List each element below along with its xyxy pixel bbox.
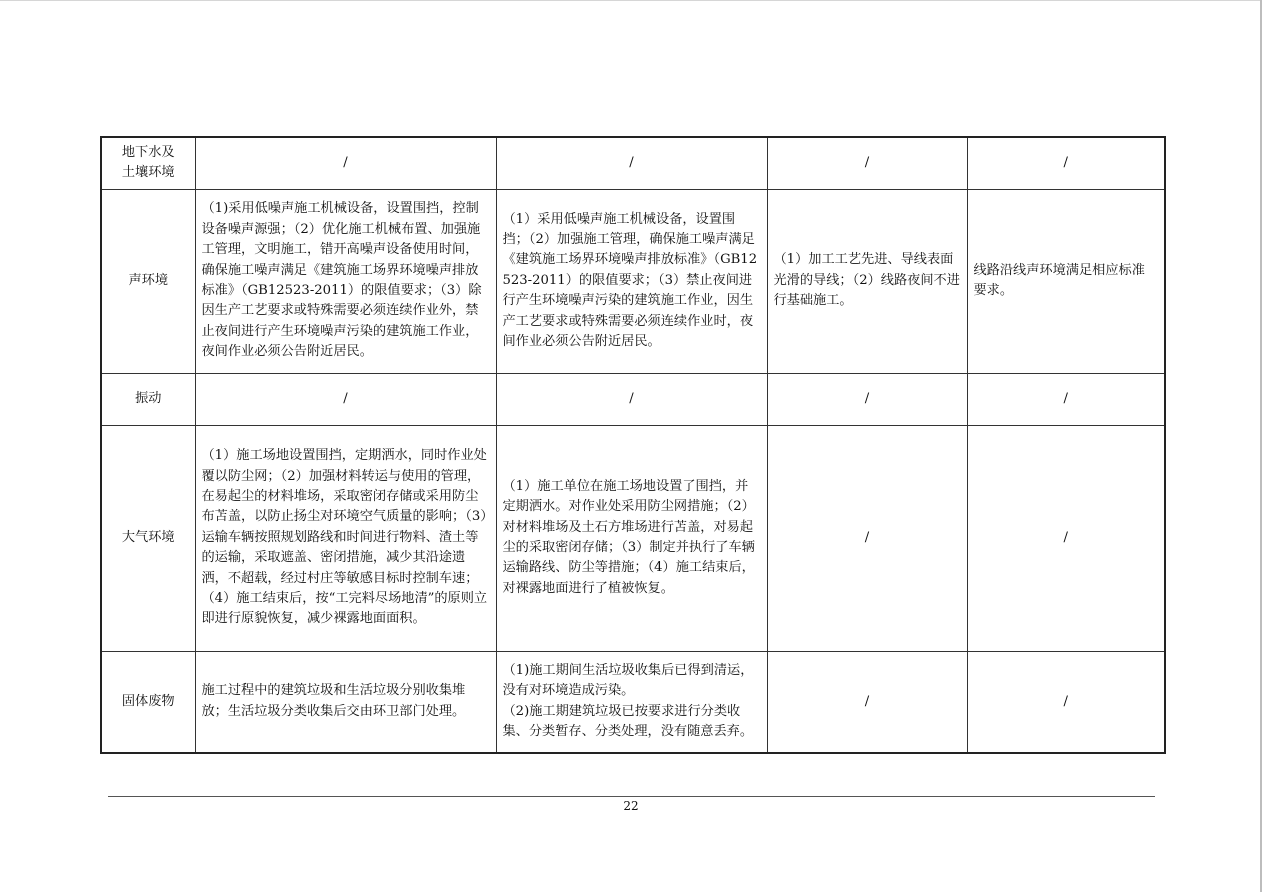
table-cell: / xyxy=(967,651,1165,753)
category-label: 地下水及 土壤环境 xyxy=(121,144,175,181)
table-cell: / xyxy=(967,425,1165,651)
table-row xyxy=(101,651,1165,753)
table-row xyxy=(101,373,1165,425)
table-cell: / xyxy=(767,425,967,651)
row-category-acoustic: 声环境 xyxy=(101,189,195,373)
table-cell xyxy=(496,651,767,753)
environmental-measures-table xyxy=(100,136,1166,754)
table-cell: （1）采用低噪声施工机械设备，设置围挡；（2）加强施工管理，确保施工噪声满足《建筑施工场界环境噪声排放标准》（GB12523-2011）的限值要求；（3）禁止夜间进行产生环境噪声污染的建筑施工作业，因生产工艺要求或特殊需要必须连续作业时，夜间作业必须公告附近居民。 xyxy=(496,189,767,373)
cell-paragraph: （2)施工期建筑垃圾已按要求进行分类收集、分类暂存、分类处理，没有随意丢弃。 xyxy=(502,703,754,740)
table-cell: （1）施工单位在施工场地设置了围挡，并定期洒水。对作业处采用防尘网措施；（2）对材料堆场及土石方堆场进行苫盖，对易起尘的采取密闭存储；（3）制定并执行了车辆运输路线、防尘等措施；（4）施工结束后，对裸露地面进行了植被恢复。 xyxy=(496,425,767,651)
table-cell: / xyxy=(496,137,767,189)
table-cell: / xyxy=(195,137,496,189)
table-cell: / xyxy=(967,137,1165,189)
table-cell: 线路沿线声环境满足相应标准要求。 xyxy=(967,189,1165,373)
row-category-groundwater-soil xyxy=(101,137,195,189)
table-cell: / xyxy=(496,373,767,425)
table-cell: / xyxy=(767,137,967,189)
row-category-vibration: 振动 xyxy=(101,373,195,425)
table-cell: （1）施工场地设置围挡，定期洒水，同时作业处覆以防尘网；（2）加强材料转运与使用的管理，在易起尘的材料堆场，采取密闭存储或采用防尘布苫盖，以防止扬尘对环境空气质量的影响；（3）运输车辆按照规划路线和时间进行物料、渣土等的运输，采取遮盖、密闭措施，减少其沿途遗洒，不超载，经过村庄等敏感目标时控制车速；（4）施工结束后，按“工完料尽场地清”的原则立即进行原貌恢复，减少裸露地面面积。 xyxy=(195,425,496,651)
page-number: 22 xyxy=(623,799,639,813)
table-cell: （1)采用低噪声施工机械设备，设置围挡，控制设备噪声源强；（2）优化施工机械布置、加强施工管理，文明施工，错开高噪声设备使用时间，确保施工噪声满足《建筑施工场界环境噪声排放标准》（GB12523-2011）的限值要求；（3）除因生产工艺要求或特殊需要必须连续作业外，禁止夜间进行产生环境噪声污染的建筑施工作业，夜间作业必须公告附近居民。 xyxy=(195,189,496,373)
table-cell: 施工过程中的建筑垃圾和生活垃圾分别收集堆放；生活垃圾分类收集后交由环卫部门处理。 xyxy=(195,651,496,753)
table-row xyxy=(101,189,1165,373)
table-row xyxy=(101,137,1165,189)
table-cell: （1）加工工艺先进、导线表面光滑的导线；（2）线路夜间不进行基础施工。 xyxy=(767,189,967,373)
table-row xyxy=(101,425,1165,651)
page-top-edge xyxy=(0,0,1262,1)
row-category-solid-waste: 固体废物 xyxy=(101,651,195,753)
table-cell: / xyxy=(967,373,1165,425)
table-cell: / xyxy=(767,373,967,425)
row-category-air: 大气环境 xyxy=(101,425,195,651)
table-cell: / xyxy=(767,651,967,753)
cell-paragraph: （1)施工期间生活垃圾收集后已得到清运，没有对环境造成污染。 xyxy=(502,662,754,699)
table-cell: / xyxy=(195,373,496,425)
